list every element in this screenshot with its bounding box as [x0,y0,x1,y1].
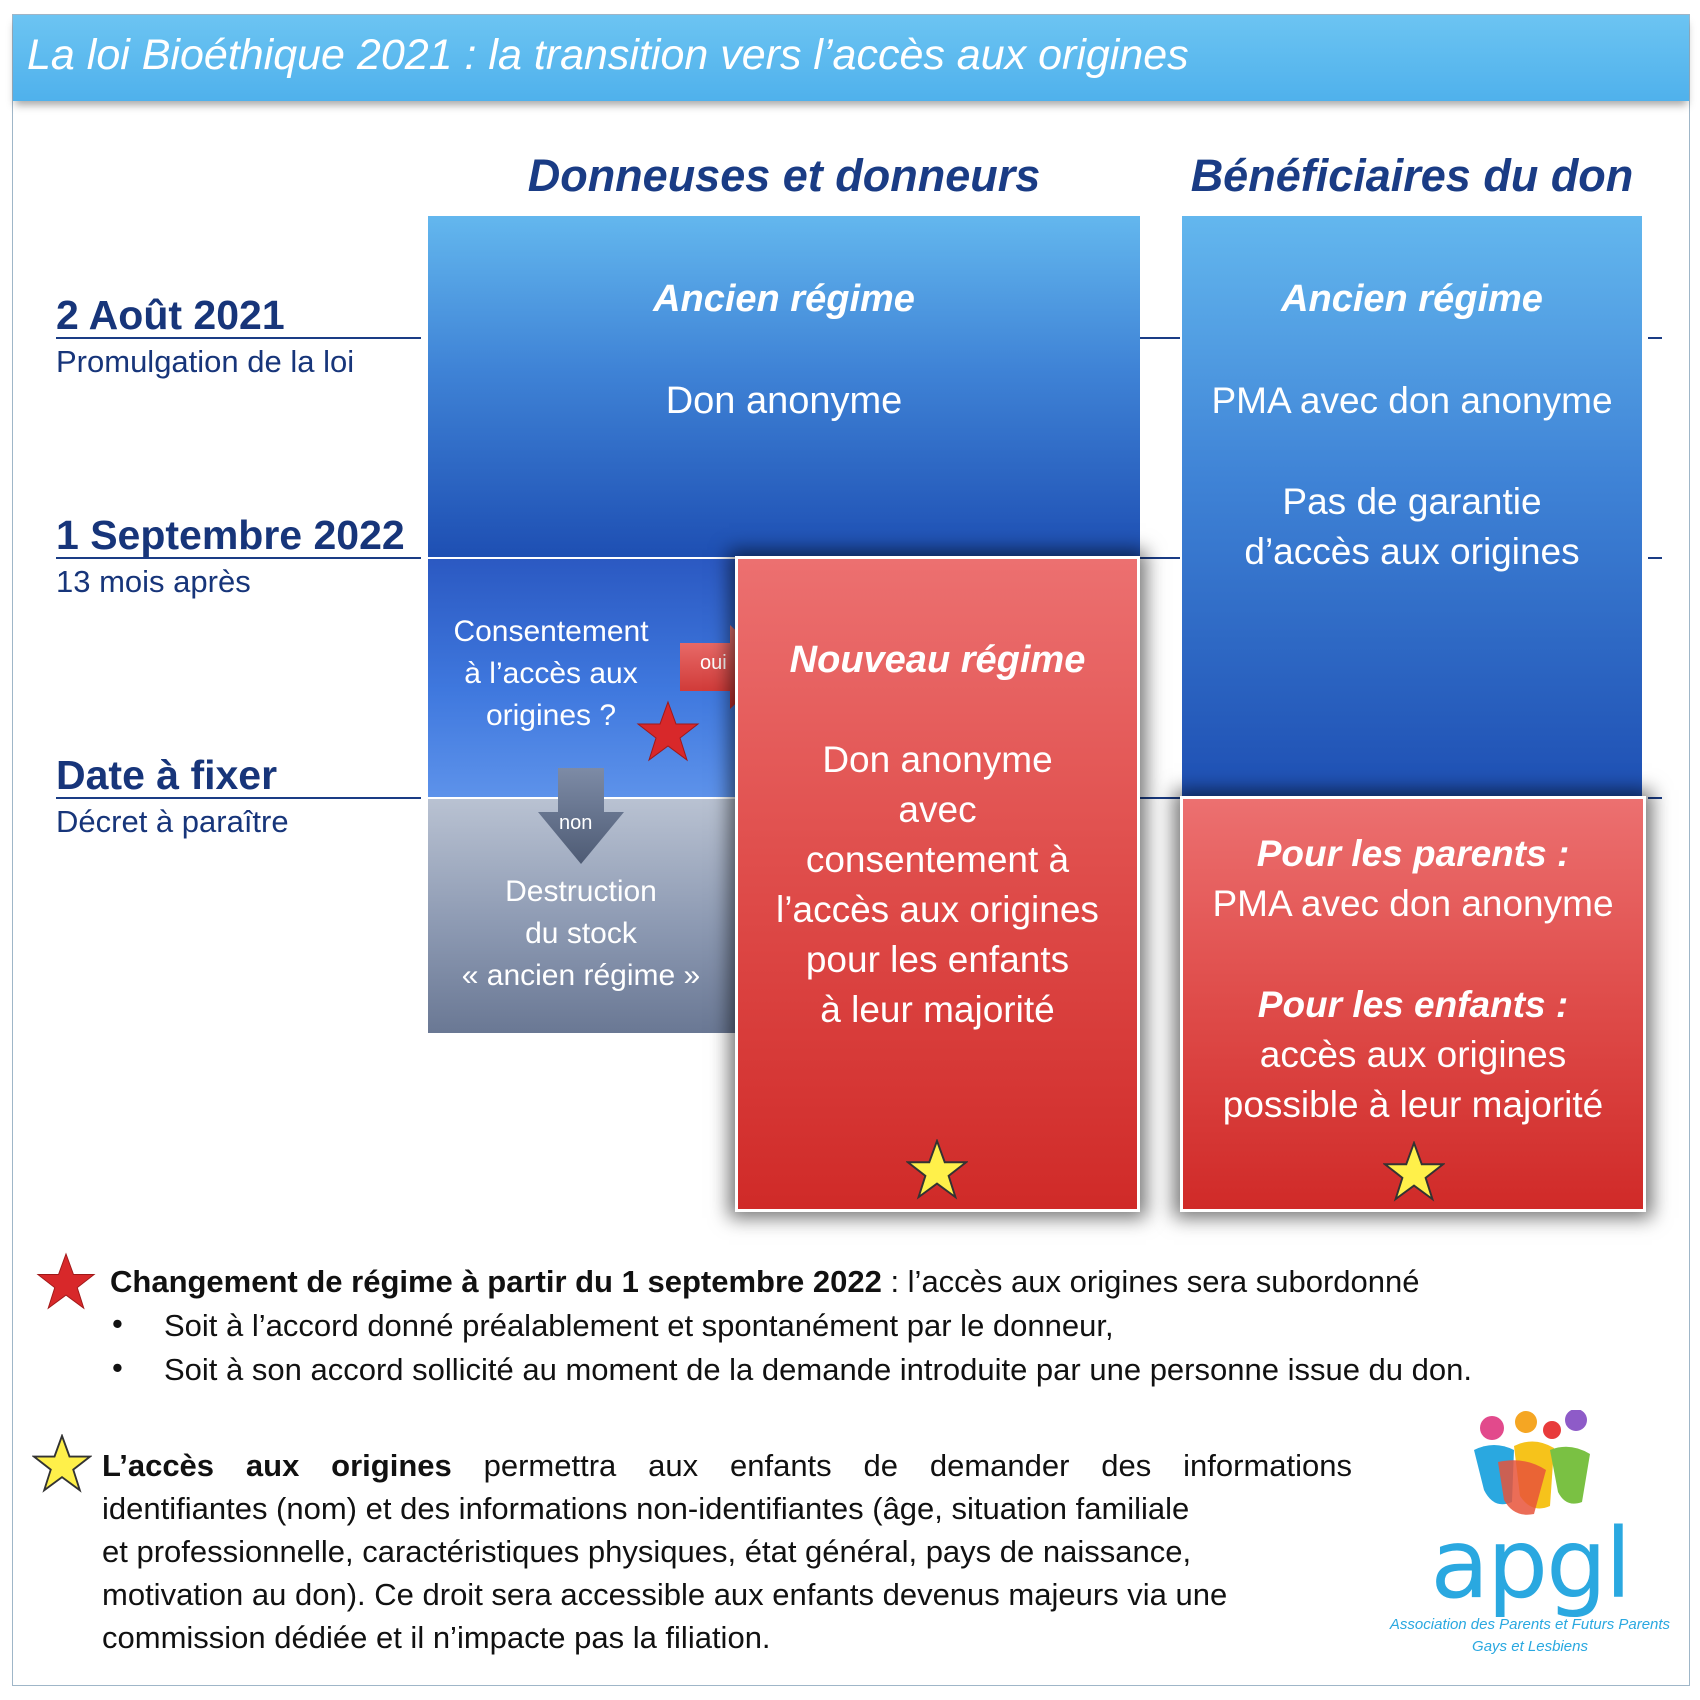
apgl-logo [1380,1410,1680,1660]
donor-old-heading: Ancien régime [653,278,915,320]
timeline-tick [1648,797,1662,799]
column-header-beneficiaries: Bénéficiaires du don [1190,150,1634,201]
legend-yellow-star-icon [32,1434,92,1494]
title-bar [13,15,1689,101]
destruction-line-3: « ancien régime » [461,959,701,992]
legend-bullet-dot: • [112,1306,123,1341]
benef-parents-heading: Pour les parents : [1256,833,1570,874]
donor-new-line-5: pour les enfants [805,939,1070,980]
legend-bullet-1: Soit à l’accord donné préalablement et spontanément par le donneur, [164,1308,1114,1343]
legend-yellow-line-2: identifiantes (nom) et des informations non-identifiantes (âge, situation familiale [102,1491,1190,1526]
benef-parents-text: PMA avec don anonyme [1212,883,1614,924]
consent-line-3: origines ? [485,699,617,732]
legend-yellow-rest: permettra aux enfants de demander des informations [451,1448,1353,1483]
donor-new-line-4: l’accès aux origines [776,889,1099,930]
donor-new-regime-box [735,556,1140,1212]
legend-red-text [110,1264,1419,1300]
timeline-date-2: 1 Septembre 2022 [56,512,405,558]
timeline-label-2: 13 mois après [56,564,251,599]
timeline-date-1: 2 Août 2021 [56,292,285,338]
apgl-family-icon [1454,1410,1604,1520]
donor-new-line-1: Don anonyme [822,739,1053,780]
benef-old-heading: Ancien régime [1281,278,1543,320]
donor-old-regime-box [428,216,1140,557]
red-star-icon [636,700,700,764]
donor-new-line-3: consentement à [805,839,1070,880]
legend-yellow-bold: L’accès aux origines [102,1448,452,1483]
legend-red-bold: Changement de régime à partir du 1 septembre 2022 [110,1264,882,1299]
arrow-no-label: non [559,812,593,834]
benef-old-text-1: PMA avec don anonyme [1211,380,1613,421]
legend-bullet-2: Soit à son accord sollicité au moment de la demande introduite par une personne issue du don. [164,1352,1472,1387]
donor-new-line-2: avec [898,789,977,830]
legend-yellow-line-1 [102,1448,1352,1484]
yellow-star-icon [906,1139,968,1201]
timeline-tick [1140,797,1180,799]
timeline-line-1 [56,337,421,339]
page-title: La loi Bioéthique 2021 : la transition vers l’accès aux origines [27,31,1189,79]
timeline-label-3: Décret à paraître [56,804,289,839]
benef-children-text-2: possible à leur majorité [1222,1084,1604,1125]
benef-children-text-1: accès aux origines [1259,1034,1567,1075]
benef-old-text-2a: Pas de garantie [1282,481,1542,522]
benef-children-heading: Pour les enfants : [1257,984,1569,1025]
timeline-label-1: Promulgation de la loi [56,344,355,379]
legend-bullet-dot: • [112,1350,123,1385]
legend-red-star-icon [36,1252,96,1312]
timeline-tick [1140,337,1180,339]
benef-old-text-2b: d’accès aux origines [1244,531,1580,572]
donor-old-text: Don anonyme [665,380,903,422]
column-header-donors: Donneuses et donneurs [527,150,1041,201]
timeline-line-2 [56,557,421,559]
legend-yellow-line-3: et professionnelle, caractéristiques physiques, état général, pays de naissance, [102,1534,1192,1569]
timeline-line-3 [56,797,421,799]
timeline-date-3: Date à fixer [56,752,278,798]
legend-yellow-line-4: motivation au don). Ce droit sera accessible aux enfants devenus majeurs via une [102,1577,1228,1612]
legend-red-rest: : l’accès aux origines sera subordonné [881,1264,1420,1299]
donor-new-heading: Nouveau régime [789,639,1086,681]
yellow-star-icon [1383,1141,1445,1203]
consent-line-2: à l’accès aux [464,657,638,690]
timeline-tick [1648,337,1662,339]
legend-yellow-line-5: commission dédiée et il n’impacte pas la filiation. [102,1620,771,1655]
destruction-line-2: du stock [525,917,637,950]
donor-new-line-6: à leur majorité [820,989,1055,1030]
benef-new-regime-box [1180,796,1646,1212]
consent-line-1: Consentement [453,615,649,648]
destruction-line-1: Destruction [505,875,657,908]
apgl-tagline-2: Gays et Lesbiens [1472,1638,1588,1655]
timeline-tick [1648,557,1662,559]
timeline-tick [1140,557,1180,559]
benef-old-regime-box [1182,216,1642,800]
apgl-wordmark: apgl [1430,1508,1630,1620]
apgl-tagline-1: Association des Parents et Futurs Parents [1389,1616,1671,1633]
arrow-yes-label: oui [700,652,727,674]
